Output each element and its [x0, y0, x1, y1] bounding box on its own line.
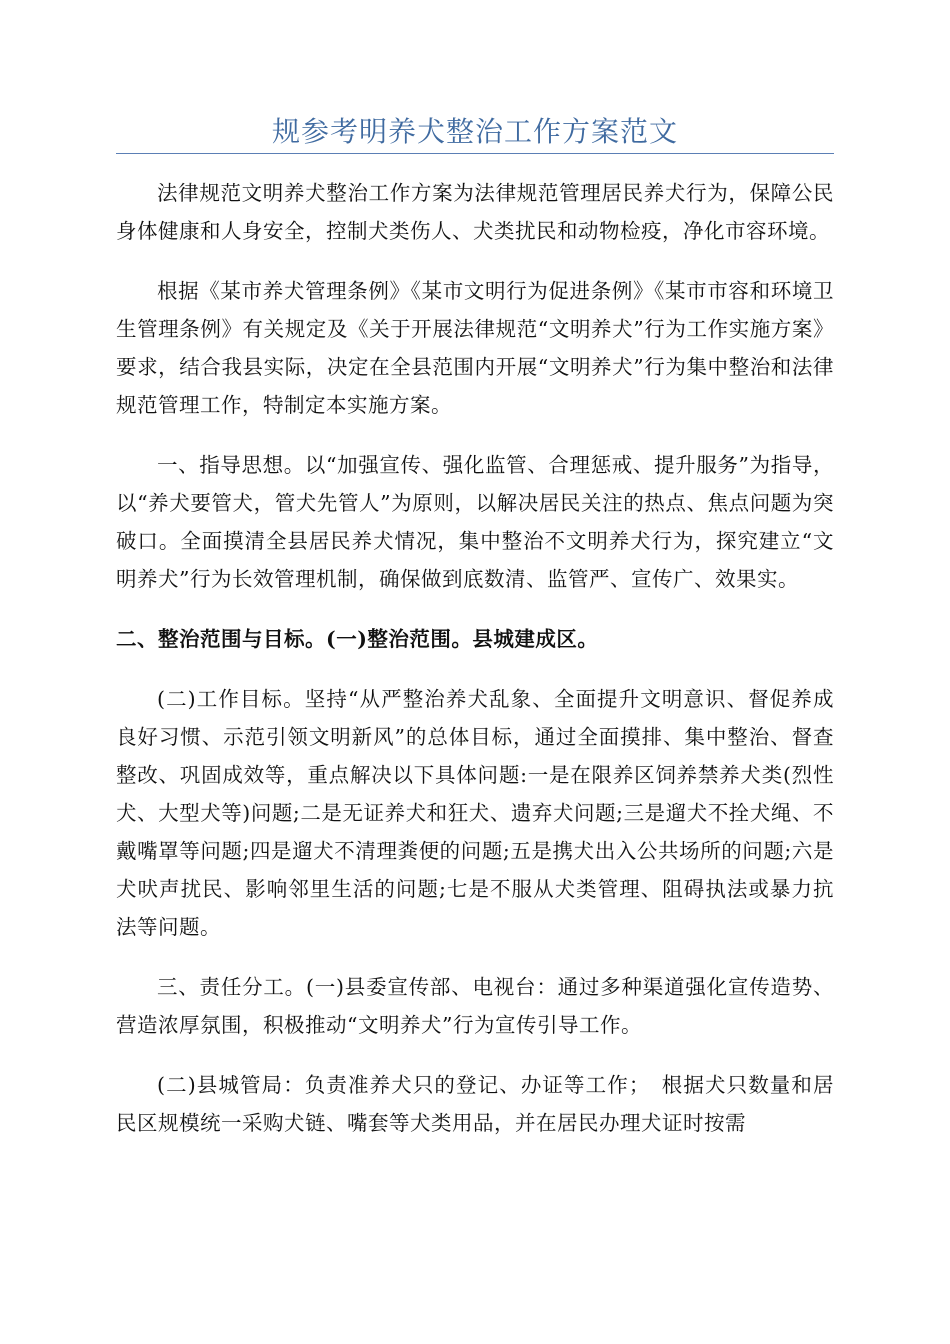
document-body [116, 174, 834, 1164]
paragraph-guiding-thought: 一、指导思想。以“加强宣传、强化监管、合理惩戒、提升服务”为指导，以“养犬要管犬，管犬先管人”为原则，以解决居民关注的热点、焦点问题为突破口。全面摸清全县居民养犬情况，集中整治不文明养犬行为，探究建立“文明养犬”行为长效管理机制，确保做到底数清、监管严、宣传广、效果实。 [116, 453, 834, 591]
paragraph-urban-management: (二)县城管局：负责准养犬只的登记、办证等工作； 根据犬只数量和居民区规模统一采购犬链、嘴套等犬类用品，并在居民办理犬证时按需 [116, 1073, 834, 1135]
paragraph-basis: 根据《某市养犬管理条例》《某市文明行为促进条例》《某市市容和环境卫生管理条例》有关规定及《关于开展法律规范“文明养犬”行为工作实施方案》要求，结合我县实际，决定在全县范围内开展“文明养犬”行为集中整治和法律规范管理工作，特制定本实施方案。 [116, 279, 834, 417]
title-divider [116, 153, 834, 154]
paragraph-responsibilities: 三、责任分工。(一)县委宣传部、电视台：通过多种渠道强化宣传造势、营造浓厚氛围，积极推动“文明养犬”行为宣传引导工作。 [116, 975, 834, 1037]
paragraph-intro: 法律规范文明养犬整治工作方案为法律规范管理居民养犬行为，保障公民身体健康和人身安全，控制犬类伤人、犬类扰民和动物检疫，净化市容环境。 [116, 181, 834, 243]
paragraph-work-goals: (二)工作目标。坚持“从严整治养犬乱象、全面提升文明意识、督促养成良好习惯、示范引领文明新风”的总体目标，通过全面摸排、集中整治、督查整改、巩固成效等，重点解决以下具体问题:一是在限养区饲养禁养犬类(烈性犬、大型犬等)问题;二是无证养犬和狂犬、遗弃犬问题;三是遛犬不拴犬绳、不戴嘴罩等问题;四是遛犬不清理粪便的问题;五是携犬出入公共场所的问题;六是犬吠声扰民、影响邻里生活的问题;七是不服从犬类管理、阻碍执法或暴力抗法等问题。 [116, 687, 834, 939]
section-heading-scope: 二、整治范围与目标。(一)整治范围。县城建成区。 [116, 627, 599, 651]
document-title: 规参考明养犬整治工作方案范文 [271, 115, 678, 148]
